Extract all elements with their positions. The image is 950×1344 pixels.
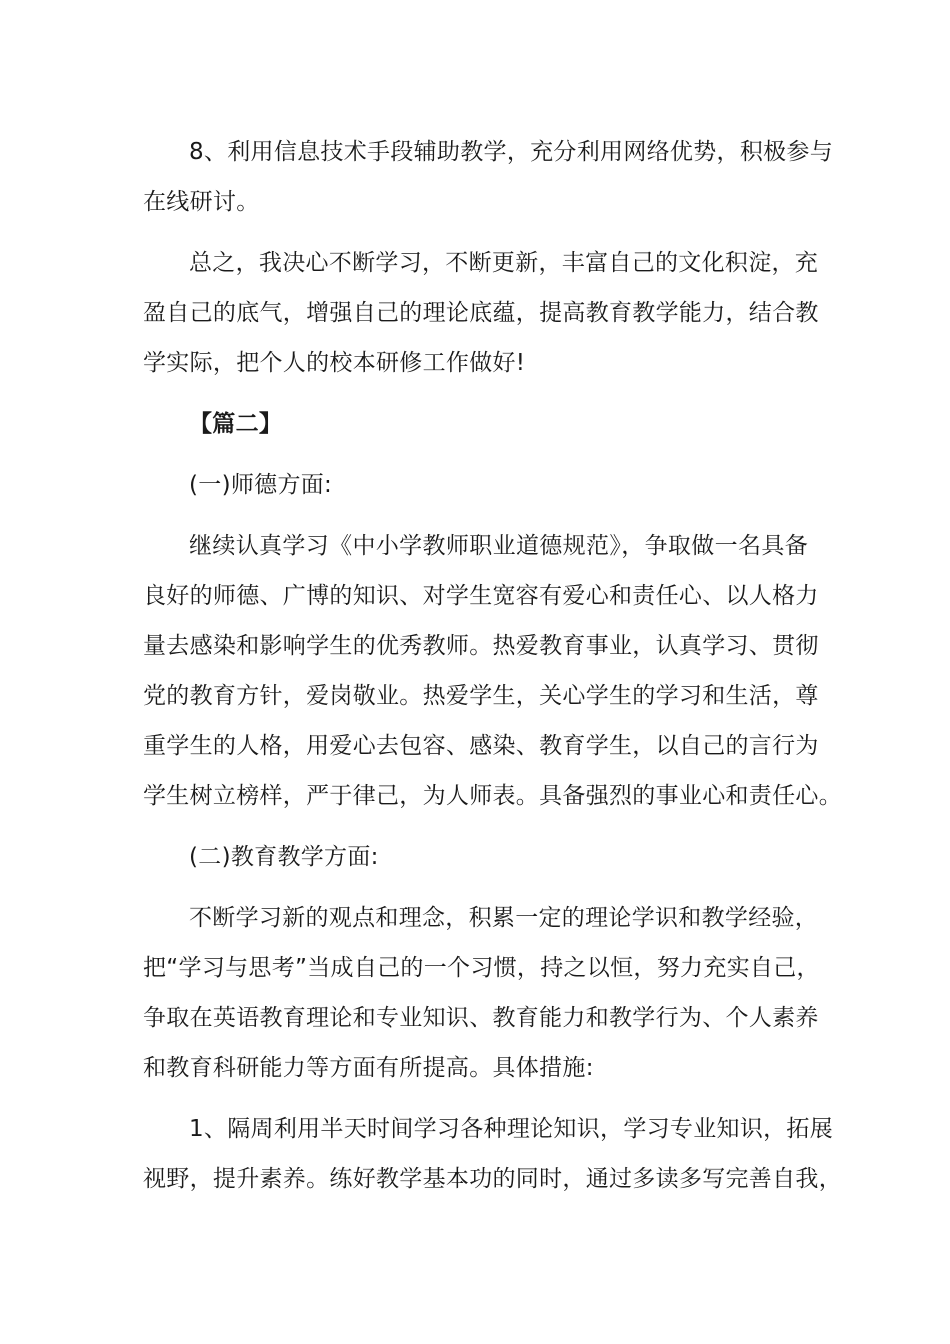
- text-line: 不断学习新的观点和理念，积累一定的理论学识和教学经验，: [189, 905, 819, 931]
- section-2-heading: [143, 832, 808, 882]
- document-body: [143, 127, 842, 1204]
- text-line: 继续认真学习《中小学教师职业道德规范》，争取做一名具备: [189, 533, 808, 559]
- text-line: 视野，提升素养。练好教学基本功的同时，通过多读多写完善自我，: [143, 1166, 842, 1192]
- text-line: 在线研讨。: [143, 189, 260, 215]
- section-1-heading: [143, 460, 808, 510]
- text-line: 学生树立榜样，严于律己，为人师表。具备强烈的事业心和责任心。: [143, 783, 842, 809]
- text-line: 把“学习与思考”当成自己的一个习惯，持之以恒，努力充实自己，: [143, 955, 820, 981]
- part-two-heading: [143, 399, 808, 449]
- section-heading: 【篇二】: [189, 411, 283, 437]
- paragraph-summary: [143, 238, 819, 388]
- section-2-body: [143, 893, 820, 1093]
- text-line: 和教育科研能力等方面有所提高。具体措施:: [143, 1055, 594, 1081]
- text-line: 8、利用信息技术手段辅助教学，充分利用网络优势，积极参与: [189, 139, 834, 165]
- text-line: 盈自己的底气，增强自己的理论底蕴，提高教育教学能力，结合教: [143, 300, 819, 326]
- text-line: 总之，我决心不断学习，不断更新，丰富自己的文化积淀，充: [189, 250, 819, 276]
- section-heading: (一)师德方面:: [189, 472, 333, 498]
- text-line: 量去感染和影响学生的优秀教师。热爱教育事业，认真学习、贯彻: [143, 633, 819, 659]
- text-line: 良好的师德、广博的知识、对学生宽容有爱心和责任心、以人格力: [143, 583, 819, 609]
- text-line: 重学生的人格，用爱心去包容、感染、教育学生，以自己的言行为: [143, 733, 819, 759]
- section-1-body: [143, 521, 842, 821]
- text-line: 1、隔周利用半天时间学习各种理论知识，学习专业知识，拓展: [189, 1116, 834, 1142]
- paragraph-item-1: [143, 1104, 842, 1204]
- text-line: 学实际，把个人的校本研修工作做好!: [143, 350, 526, 376]
- text-line: 党的教育方针，爱岗敬业。热爱学生，关心学生的学习和生活，尊: [143, 683, 819, 709]
- section-heading: (二)教育教学方面:: [189, 844, 379, 870]
- paragraph-item-8: [143, 127, 834, 227]
- text-line: 争取在英语教育理论和专业知识、教育能力和教学行为、个人素养: [143, 1005, 819, 1031]
